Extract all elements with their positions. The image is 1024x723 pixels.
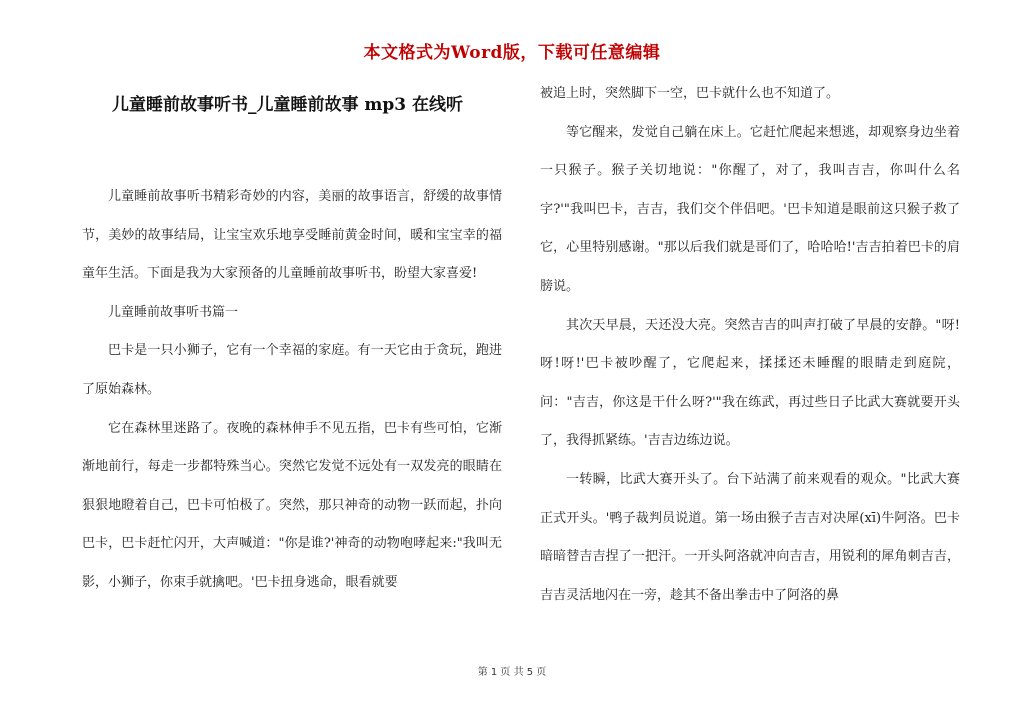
story-paragraph: 其次天早晨，天还没大亮。突然吉吉的叫声打破了早晨的安静。"呀!呀!呀!'巴卡被吵醒了，它爬起来，揉揉还未睡醒的眼睛走到庭院，问："吉吉，你这是干什么呀?'"我在练武，再过些日子比武大赛就要开头了，我得抓紧练。'吉吉边练边说。: [540, 317, 960, 449]
story-paragraph: 被追上时，突然脚下一空，巴卡就什么也不知道了。: [540, 86, 840, 101]
story-paragraph: 一转瞬，比武大赛开头了。台下站满了前来观看的观众。"比武大赛正式开头。'鸭子裁判员说道。第一场由猴子吉吉对决犀(xī)牛阿洛。巴卡暗暗替吉吉捏了一把汗。一开头阿洛就冲向吉吉，用锐利的犀角刺吉吉，吉吉灵活地闪在一旁，趁其不备出拳击中了阿洛的鼻: [540, 471, 960, 603]
right-column: [540, 75, 960, 615]
story-paragraph: 巴卡是一只小狮子，它有一个幸福的家庭。有一天它由于贪玩，跑进了原始森林。: [82, 343, 502, 397]
page-number-footer: 第 1 页 共 5 页: [477, 667, 547, 678]
edit-banner: 本文格式为Word版，下载可任意编辑: [363, 43, 661, 63]
section-heading: 儿童睡前故事听书篇一: [108, 304, 239, 320]
page-title: 儿童睡前故事听书_儿童睡前故事 mp3 在线听: [112, 95, 464, 115]
left-column: [82, 178, 502, 603]
intro-paragraph: 儿童睡前故事听书精彩奇妙的内容，美丽的故事语言，舒缓的故事情节，美妙的故事结局，让宝宝欢乐地享受睡前黄金时间，暖和宝宝幸的福童年生活。下面是我为大家预备的儿童睡前故事听书，盼望大家喜爱!: [82, 189, 502, 282]
story-paragraph: 等它醒来，发觉自己躺在床上。它赶忙爬起来想逃，却观察身边坐着一只猴子。猴子关切地说："你醒了，对了，我叫吉吉，你叫什么名字?'"我叫巴卡，吉吉，我们交个伴侣吧。'巴卡知道是眼前这只猴子救了它，心里特别感谢。"那以后我们就是哥们了，哈哈哈!'吉吉拍着巴卡的肩膀说。: [540, 124, 960, 294]
story-paragraph: 它在森林里迷路了。夜晚的森林伸手不见五指，巴卡有些可怕，它渐渐地前行，每走一步都特殊当心。突然它发觉不远处有一双发亮的眼睛在狠狠地瞪着自己，巴卡可怕极了。突然，那只神奇的动物一跃而起，扑向巴卡，巴卡赶忙闪开，大声喊道："你是谁?'神奇的动物咆哮起来:"我叫无影，小狮子，你束手就擒吧。'巴卡扭身逃命，眼看就要: [82, 420, 502, 590]
